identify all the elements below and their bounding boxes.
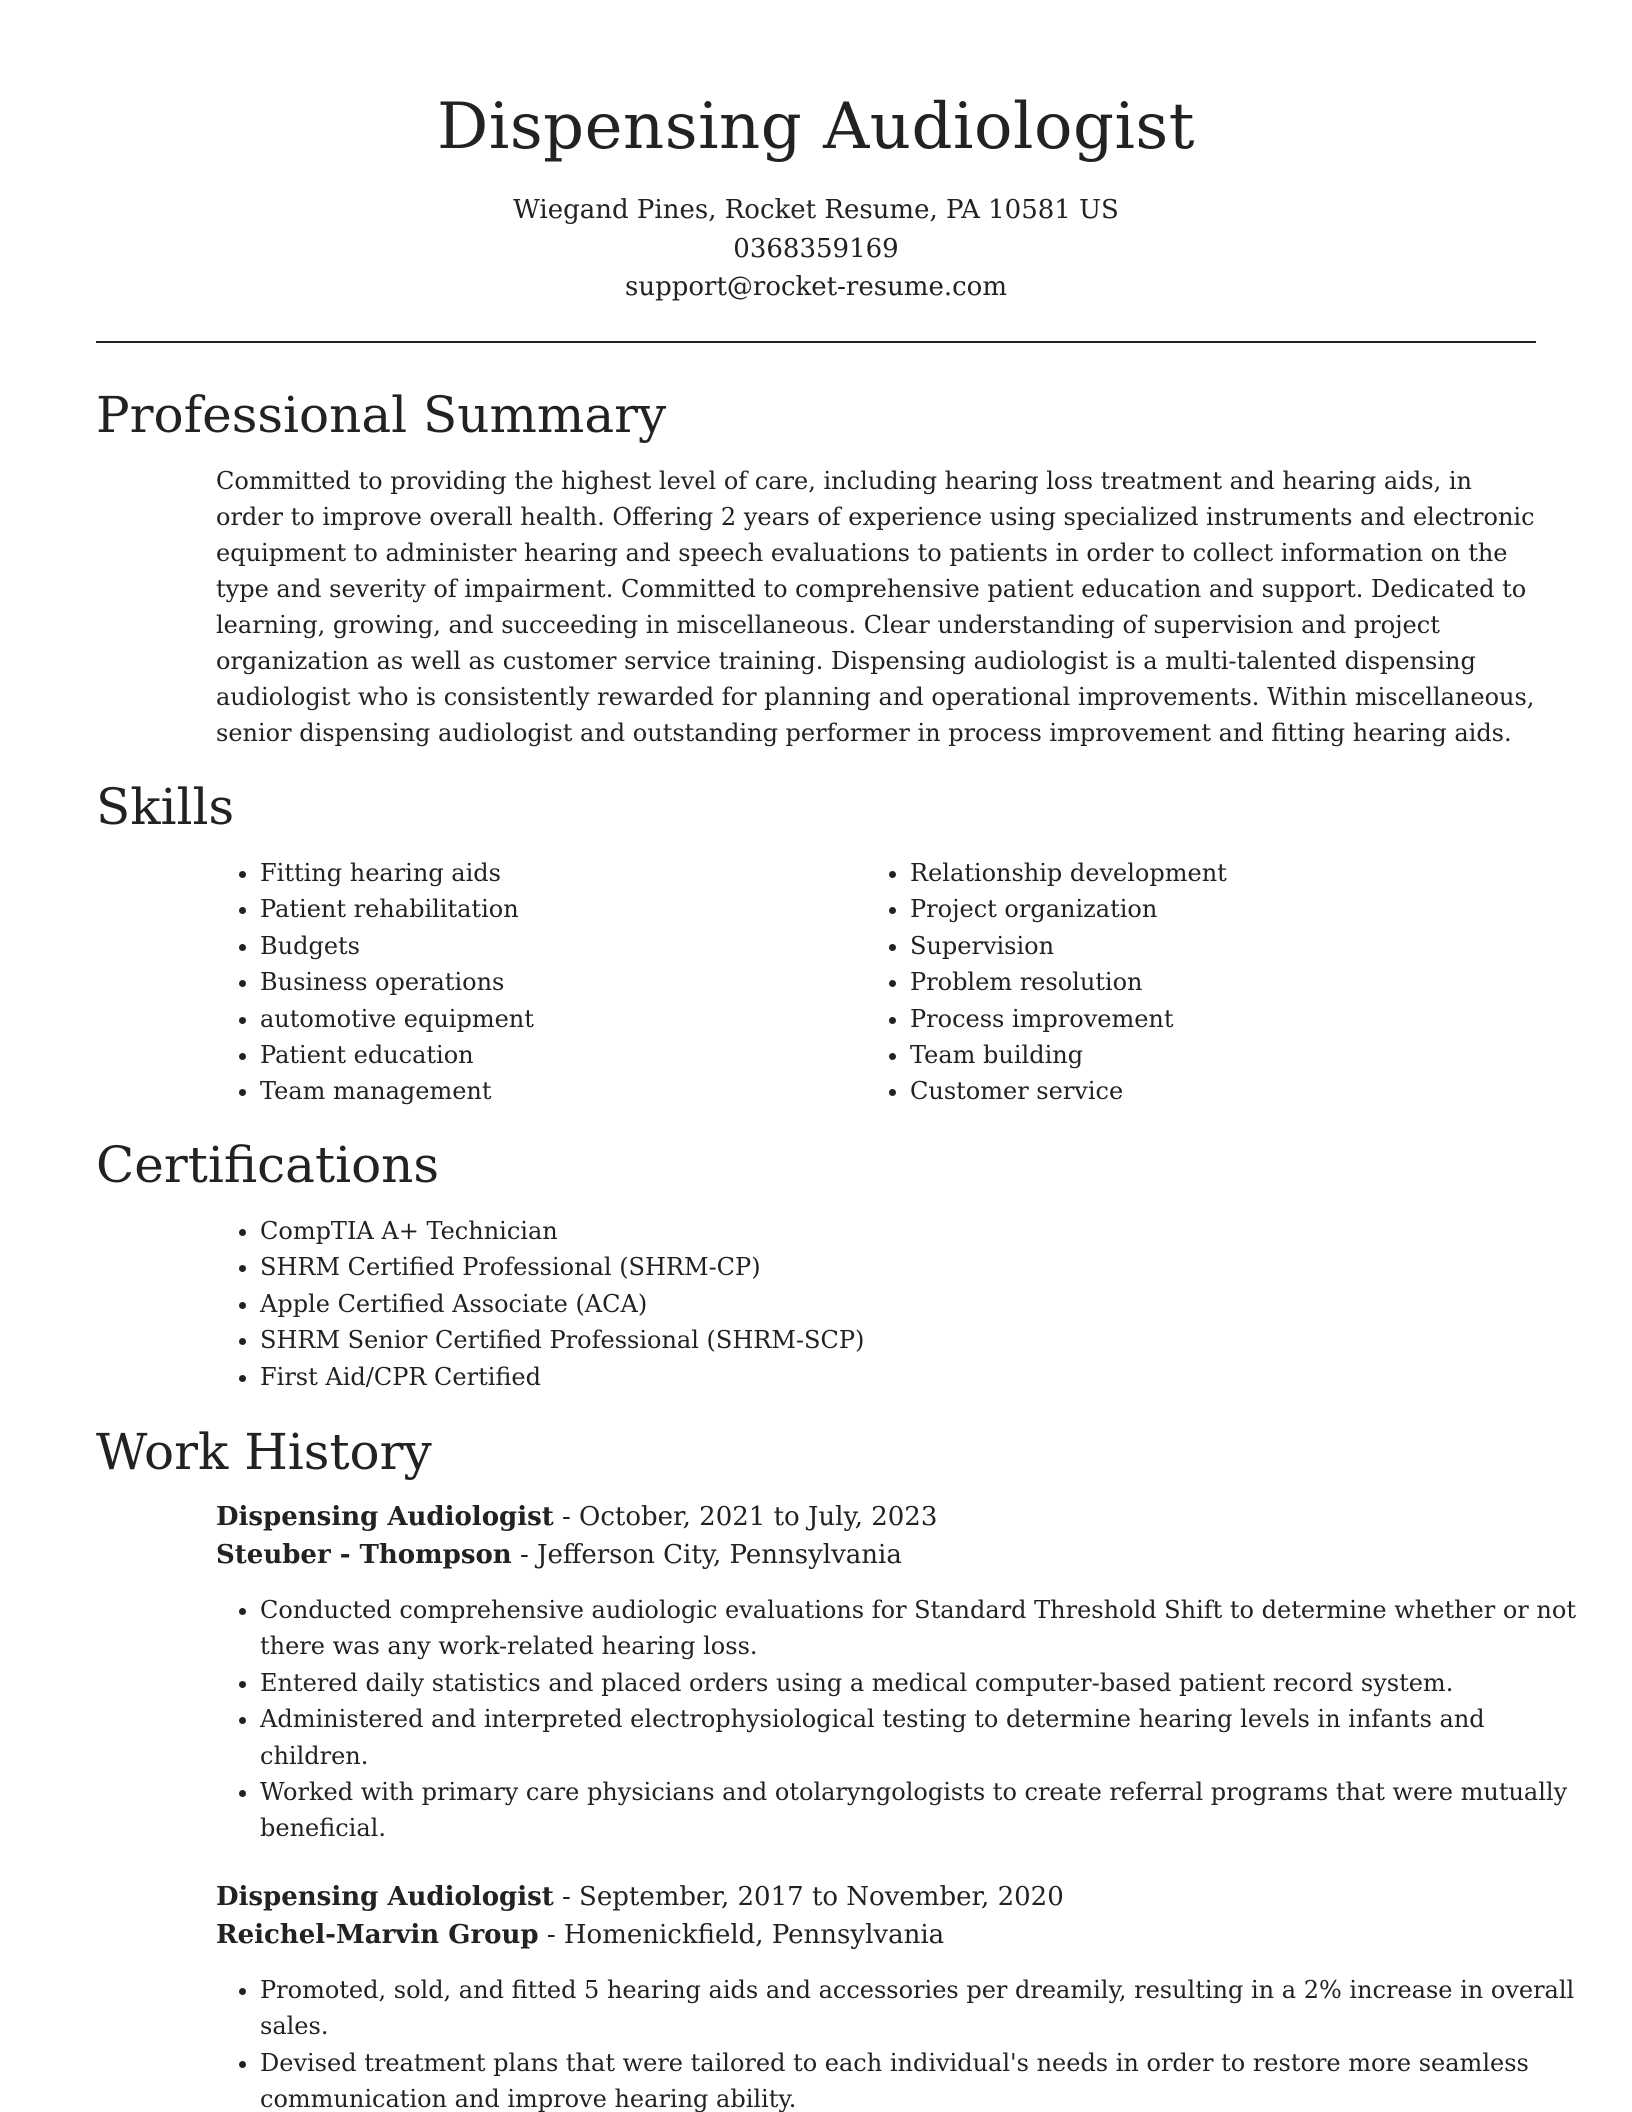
duty-item: • Administered and interpreted electrophysiological testing to determine hearing levels in infants and children.: [260, 1701, 1582, 1774]
skill-item: • Supervision: [910, 928, 1550, 964]
duty-item: • Worked with primary care physicians and otolaryngologists to create referral programs that were mutually beneficial.: [260, 1774, 1582, 1847]
skill-item: • Problem resolution: [910, 964, 1550, 1000]
contact-address: Wiegand Pines, Rocket Resume, PA 10581 US: [513, 195, 1119, 225]
work-history-heading: Work History: [96, 1423, 432, 1481]
summary-text: Committed to providing the highest level of care, including hearing loss treatment and hearing aids, in order to improve overall health. Offering 2 years of experience using specialized instruments and electronic equipment to administer hearing and speech evaluations to patients in order to collect information on the type and severity of impairment. Committed to comprehensive patient education and support. Dedicated to learning, growing, and succeeding in miscellaneous. Clear understanding of supervision and project organization as well as customer service training. Dispensing audiologist is a multi-talented dispensing audiologist who is consistently rewarded for planning and operational improvements. Within miscellaneous, senior dispensing audiologist and outstanding performer in process improvement and fitting hearing aids.: [216, 467, 1535, 747]
skill-item: • Budgets: [260, 928, 820, 964]
skill-item: • Relationship development: [910, 855, 1550, 891]
duty-item: • Conducted comprehensive audiologic evaluations for Standard Threshold Shift to determine whether or not there was any work-related hearing loss.: [260, 1592, 1582, 1665]
certification-item: • CompTIA A+ Technician: [260, 1213, 1360, 1249]
contact-email: support@rocket-resume.com: [624, 272, 1007, 302]
job-duties-list: [216, 1972, 1582, 2112]
skill-item: • Fitting hearing aids: [260, 855, 820, 891]
certification-item: • Apple Certified Associate (ACA): [260, 1286, 1360, 1322]
skill-item: • automotive equipment: [260, 1001, 820, 1037]
job-title-line: [216, 1498, 937, 1536]
job-company: Steuber - Thompson: [216, 1540, 512, 1570]
certifications-list: [216, 1213, 1360, 1395]
skills-list-left: [216, 855, 820, 1110]
certifications-heading: Certifications: [96, 1136, 440, 1194]
job-company: Reichel-Marvin Group: [216, 1920, 539, 1950]
skill-item: • Customer service: [910, 1073, 1550, 1109]
duty-item: • Entered daily statistics and placed orders using a medical computer-based patient record system.: [260, 1665, 1582, 1701]
duty-item: • Devised treatment plans that were tailored to each individual's needs in order to restore more seamless communication and improve hearing ability.: [260, 2045, 1582, 2112]
skill-item: • Process improvement: [910, 1001, 1550, 1037]
job-duties-list: [216, 1592, 1582, 1847]
contact-phone: 0368359169: [733, 234, 899, 264]
duty-item: • Promoted, sold, and fitted 5 hearing aids and accessories per dreamily, resulting in a 2% increase in overall sales.: [260, 1972, 1582, 2045]
job-location: - Homenickfield, Pennsylvania: [538, 1920, 945, 1950]
skill-item: • Patient education: [260, 1037, 820, 1073]
job-title-line: [216, 1878, 1064, 1916]
certification-item: • First Aid/CPR Certified: [260, 1359, 1360, 1395]
certification-item: • SHRM Certified Professional (SHRM-CP): [260, 1249, 1360, 1285]
job-location: - Jefferson City, Pennsylvania: [511, 1540, 902, 1570]
skill-item: • Project organization: [910, 891, 1550, 927]
job-dates: - October, 2021 to July, 2023: [553, 1502, 938, 1532]
job-company-line: [216, 1916, 944, 1954]
skill-item: • Team building: [910, 1037, 1550, 1073]
job-company-line: [216, 1536, 902, 1574]
skills-list-right: [866, 855, 1550, 1110]
job-title: Dispensing Audiologist: [216, 1502, 554, 1532]
skills-heading: Skills: [96, 778, 235, 836]
skill-item: • Business operations: [260, 964, 820, 1000]
header-divider: [96, 341, 1536, 343]
job-title: Dispensing Audiologist: [216, 1882, 554, 1912]
skill-item: • Patient rehabilitation: [260, 891, 820, 927]
job-dates: - September, 2017 to November, 2020: [553, 1882, 1064, 1912]
certification-item: • SHRM Senior Certified Professional (SHRM-SCP): [260, 1322, 1360, 1358]
summary-heading: Professional Summary: [96, 386, 667, 444]
resume-title: Dispensing Audiologist: [437, 90, 1195, 164]
skill-item: • Team management: [260, 1073, 820, 1109]
